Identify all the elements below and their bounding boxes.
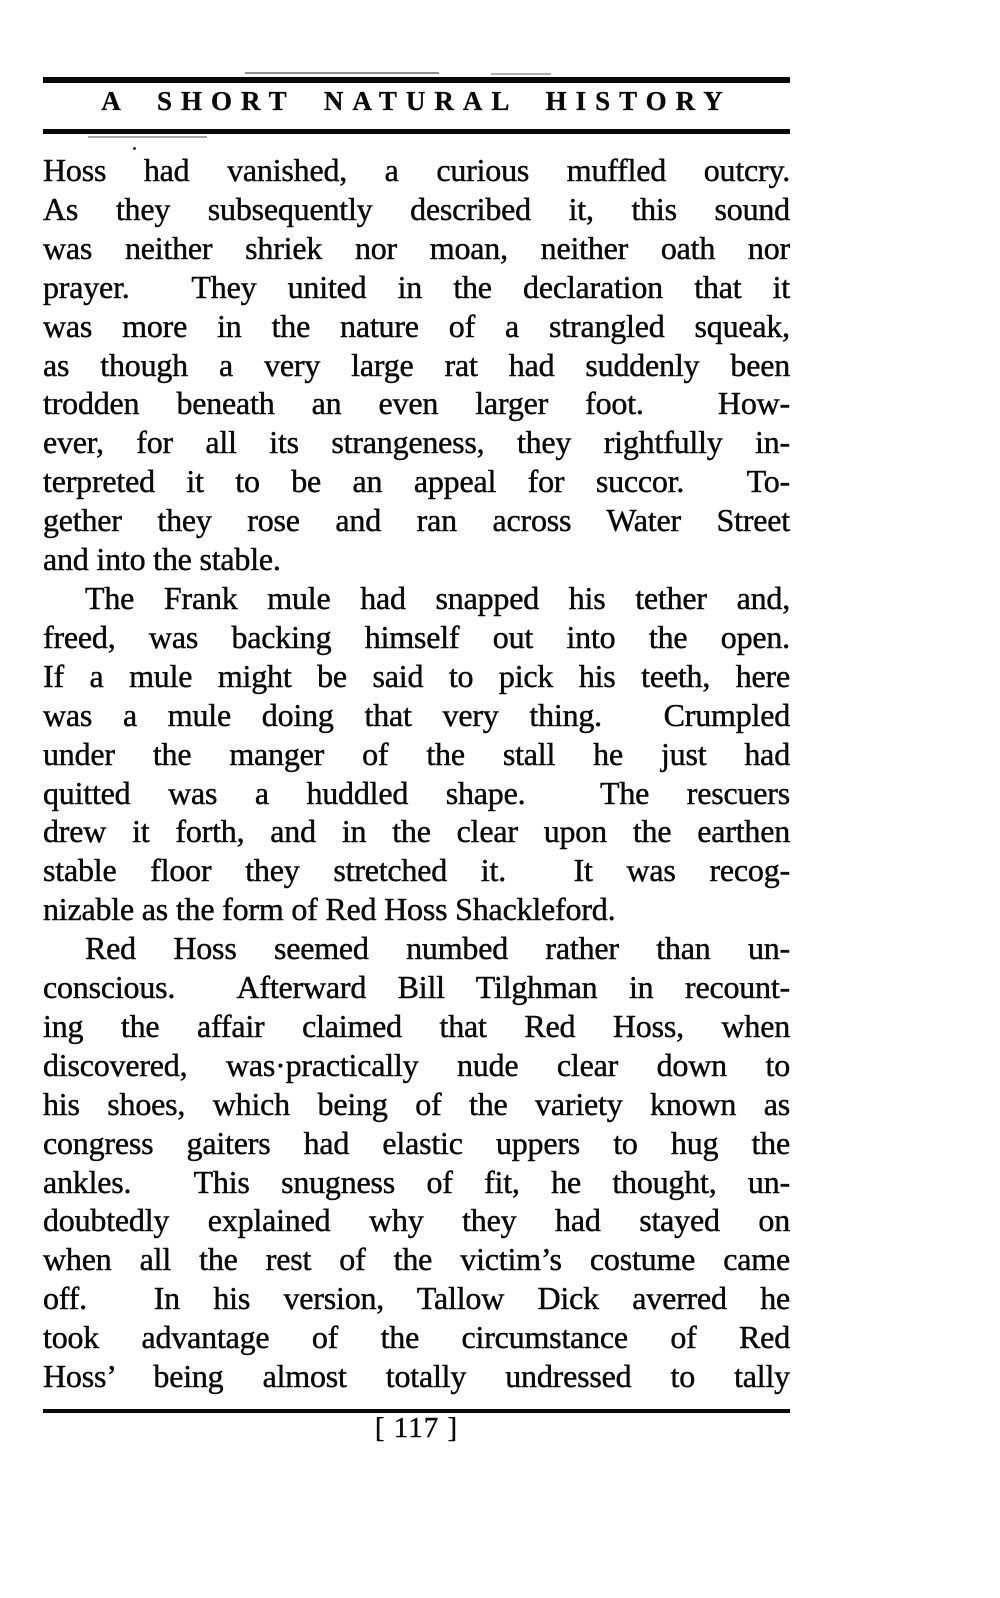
text-line: was more in the nature of a strangled squeak, xyxy=(43,307,790,344)
text-line: As they subsequently described it, this sound xyxy=(43,190,790,227)
text-line: ing the affair claimed that Red Hoss, when xyxy=(43,1007,790,1044)
text-line: gether they rose and ran across Water Street xyxy=(43,502,790,539)
scan-artifact-dot xyxy=(133,147,136,150)
header-rule-top xyxy=(43,77,790,83)
body-text xyxy=(43,151,790,1396)
text-line: off. In his version, Tallow Dick averred he xyxy=(43,1280,790,1317)
text-line: as though a very large rat had suddenly been xyxy=(43,346,790,383)
text-line: prayer. They united in the declaration that it xyxy=(43,268,790,305)
text-line: ever, for all its strangeness, they rightfully in- xyxy=(43,424,790,461)
text-line: If a mule might be said to pick his teeth, here xyxy=(43,657,790,694)
running-head: A SHORT NATURAL HISTORY xyxy=(101,86,732,116)
text-line: Hoss’ being almost totally undressed to tally xyxy=(43,1358,790,1395)
text-line: quitted was a huddled shape. The rescuers xyxy=(43,774,790,811)
text-line: Hoss had vanished, a curious muffled outcry. xyxy=(43,152,790,188)
text-line: nizable as the form of Red Hoss Shackleford. xyxy=(43,891,616,928)
text-line: discovered, was·practically nude clear down to xyxy=(43,1046,790,1083)
text-line: was neither shriek nor moan, neither oath nor xyxy=(43,229,790,266)
text-line: terpreted it to be an appeal for succor. To- xyxy=(43,463,790,500)
text-line: when all the rest of the victim’s costume came xyxy=(43,1241,790,1278)
text-line: took advantage of the circumstance of Red xyxy=(43,1319,790,1356)
text-line: Red Hoss seemed numbed rather than un- xyxy=(85,930,790,967)
header-rule-bottom xyxy=(43,129,790,134)
text-line: congress gaiters had elastic uppers to hug the xyxy=(43,1124,790,1161)
text-line: ankles. This snugness of fit, he thought, un- xyxy=(43,1163,790,1200)
text-line: conscious. Afterward Bill Tilghman in recount- xyxy=(43,969,790,1006)
text-line: drew it forth, and in the clear upon the earthen xyxy=(43,813,790,850)
text-line: freed, was backing himself out into the open. xyxy=(43,618,790,655)
page-number: [ 117 ] xyxy=(374,1412,459,1444)
text-line: doubtedly explained why they had stayed on xyxy=(43,1202,790,1239)
text-line: stable floor they stretched it. It was recog- xyxy=(43,852,790,889)
text-line: was a mule doing that very thing. Crumpled xyxy=(43,696,790,733)
text-line: The Frank mule had snapped his tether and, xyxy=(85,579,790,616)
text-line: and into the stable. xyxy=(43,541,281,578)
text-line: trodden beneath an even larger foot. How- xyxy=(43,385,790,422)
text-line: under the manger of the stall he just had xyxy=(43,735,790,772)
text-line: his shoes, which being of the variety known as xyxy=(43,1085,790,1122)
